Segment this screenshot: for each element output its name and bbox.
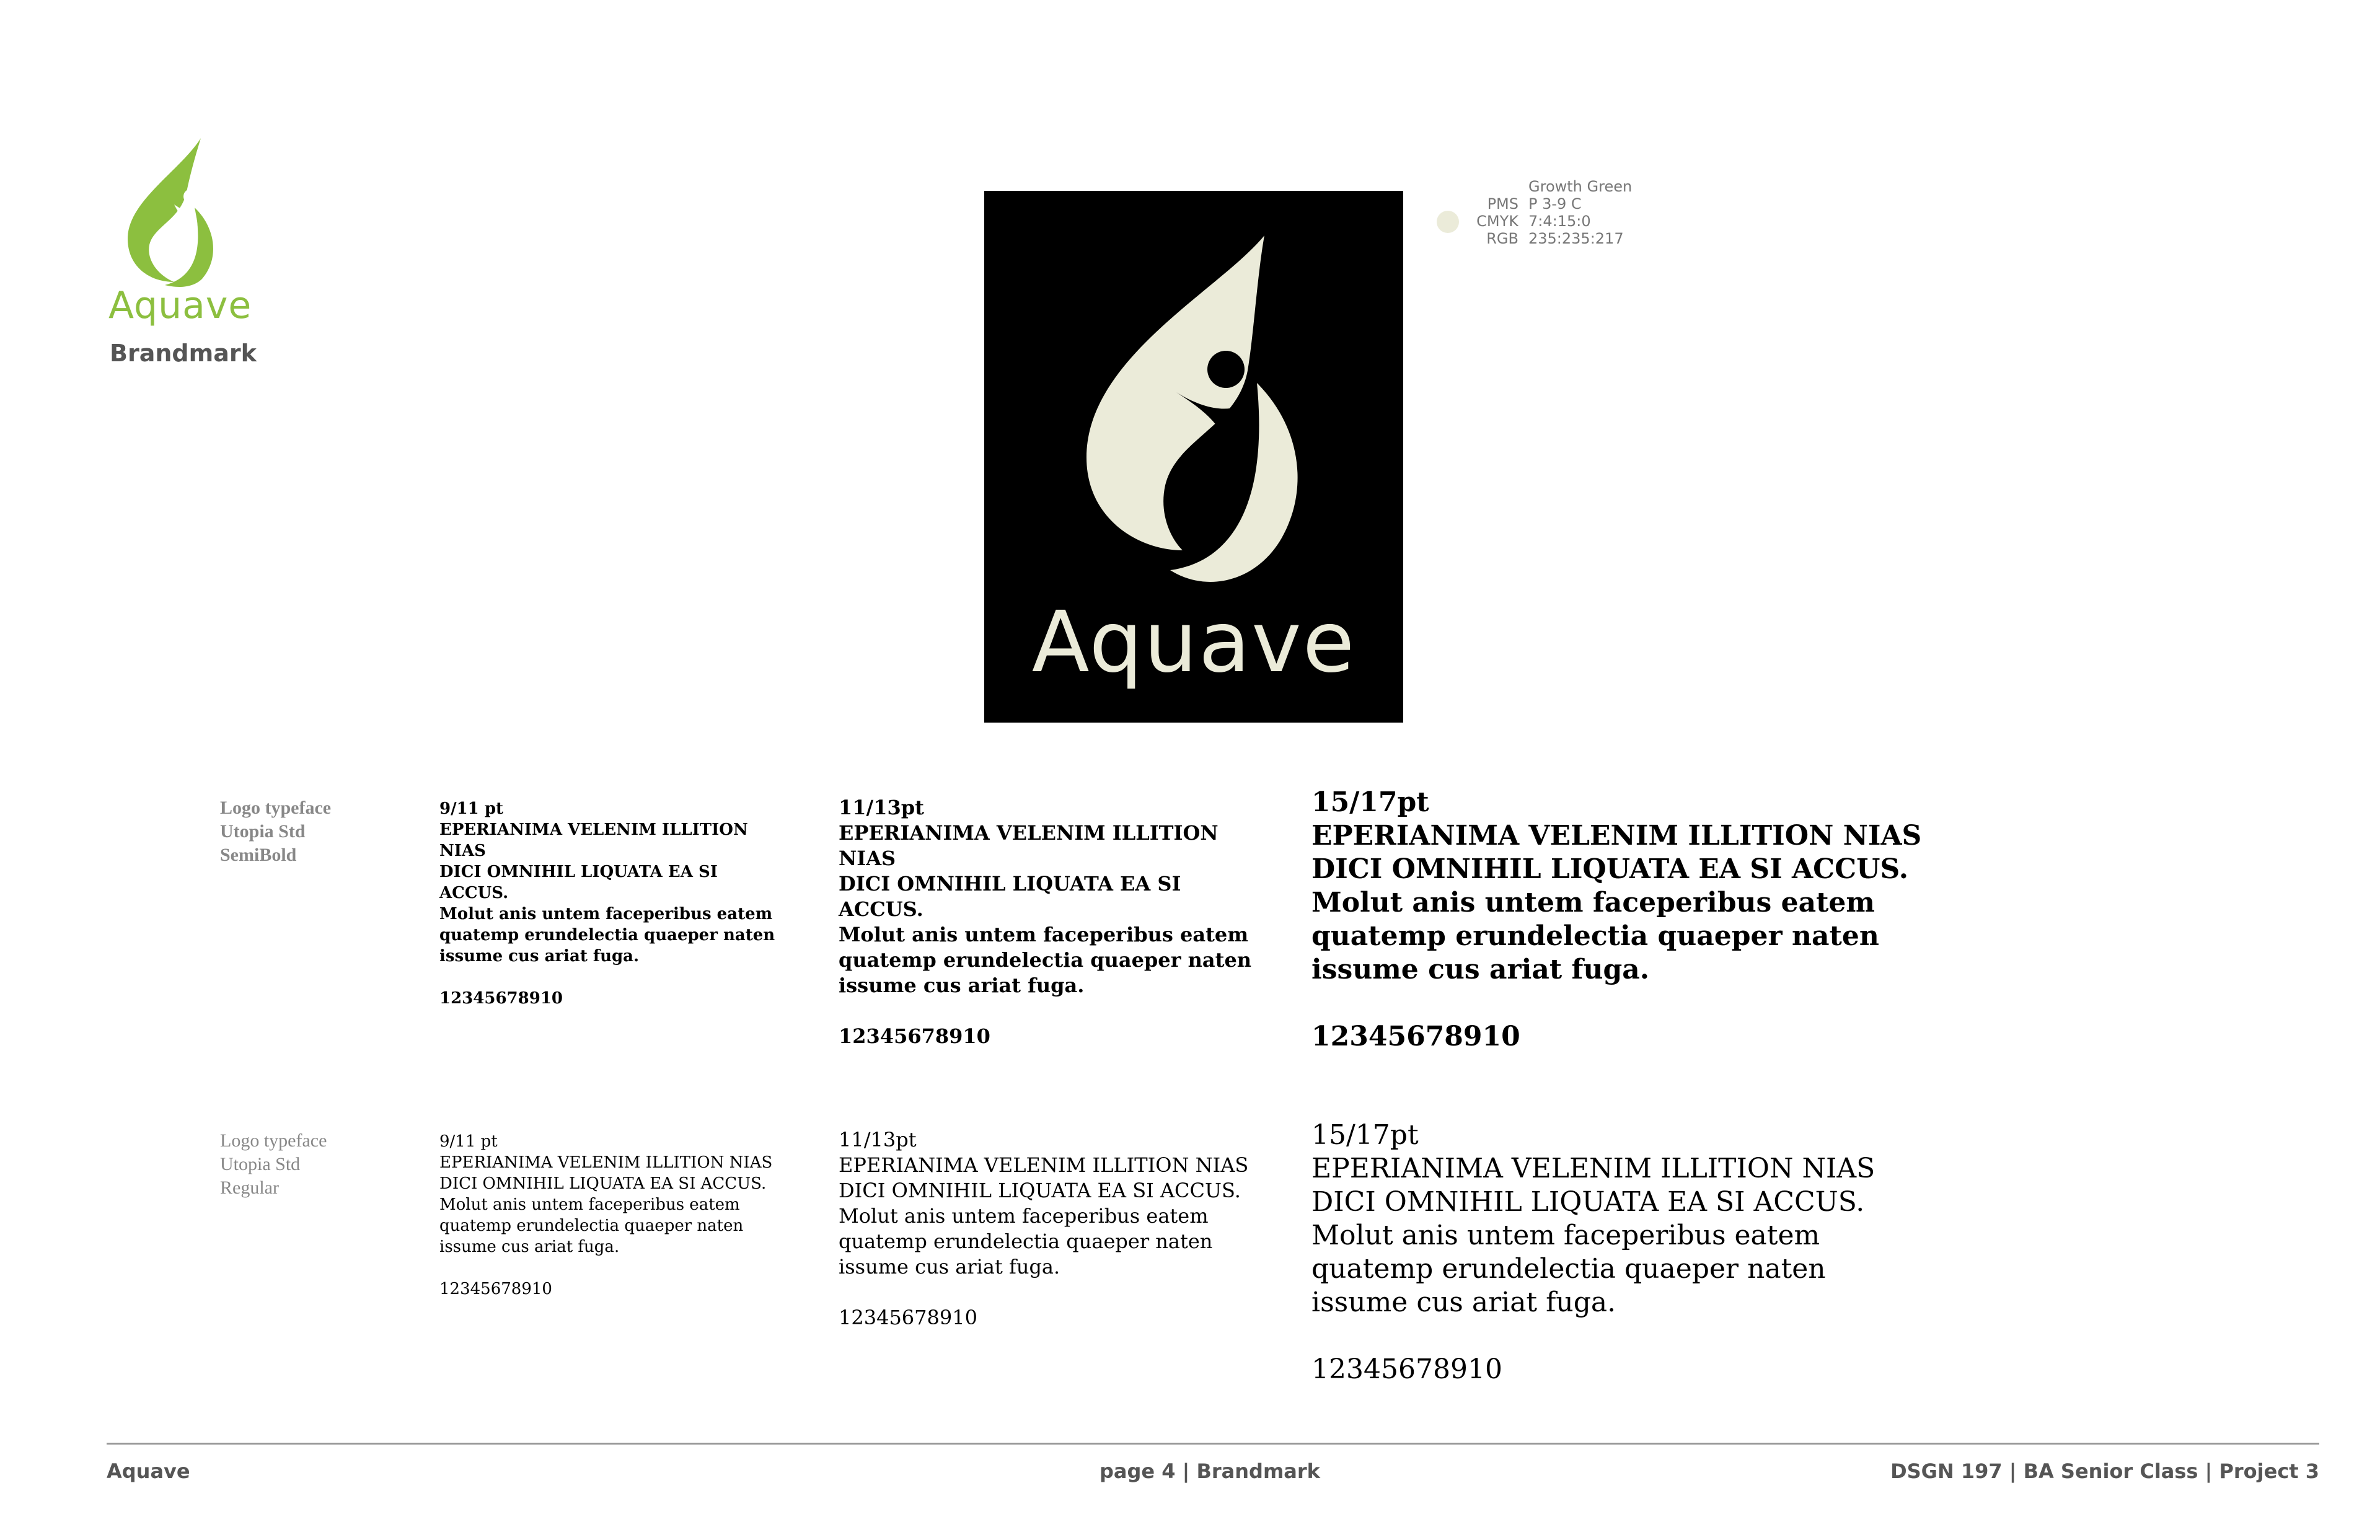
color-value: P 3-9 C — [1528, 195, 1582, 213]
specimen-regular-15pt — [1311, 1119, 1931, 1386]
color-values — [1528, 195, 1624, 247]
typeface-label-regular — [220, 1129, 327, 1200]
specimen-numerals: 12345678910 — [1311, 1353, 1502, 1385]
footer-divider — [107, 1443, 2319, 1445]
specimen-line: Molut anis untem faceperibus eatem — [839, 923, 1249, 946]
typeface-label-line: Utopia Std — [220, 821, 306, 842]
specimen-line: issume cus ariat fuga. — [439, 947, 640, 966]
specimen-line: EPERIANIMA VELENIM ILLITION NIAS — [1311, 820, 1922, 851]
typeface-label-line: Utopia Std — [220, 1154, 301, 1174]
specimen-semibold-15pt — [1311, 786, 1931, 1054]
color-keys — [1450, 195, 1518, 247]
footer-page-number: page 4 | Brandmark — [1100, 1459, 1320, 1483]
specimen-line: issume cus ariat fuga. — [839, 974, 1085, 997]
specimen-semibold-11pt — [839, 795, 1272, 1049]
specimen-line: EPERIANIMA VELENIM ILLITION NIAS — [839, 821, 1219, 870]
color-key: PMS — [1487, 195, 1518, 213]
specimen-line: Molut anis untem faceperibus eatem — [439, 1195, 740, 1214]
specimen-size: 15/17pt — [1311, 1119, 1419, 1151]
color-name: Growth Green — [1528, 178, 1633, 195]
specimen-numerals: 12345678910 — [839, 1306, 977, 1329]
specimen-line: quatemp erundelectia quaeper naten — [839, 948, 1252, 972]
brand-name: Aquave — [108, 284, 252, 327]
specimen-line: issume cus ariat fuga. — [839, 1255, 1060, 1278]
typeface-label-line: Regular — [220, 1177, 279, 1198]
specimen-line: Molut anis untem faceperibus eatem — [439, 905, 773, 923]
specimen-numerals: 12345678910 — [439, 1280, 552, 1298]
specimen-line: quatemp erundelectia quaeper naten — [439, 926, 775, 944]
specimen-line: issume cus ariat fuga. — [1311, 954, 1650, 985]
specimen-size: 9/11 pt — [439, 1132, 498, 1151]
typeface-label-line: Logo typeface — [220, 798, 332, 818]
specimen-line: issume cus ariat fuga. — [439, 1238, 620, 1256]
logo-wordmark: Aquave — [1031, 594, 1356, 692]
specimen-line: DICI OMNIHIL LIQUATA EA SI ACCUS. — [439, 1174, 767, 1193]
specimen-numerals: 12345678910 — [1311, 1021, 1520, 1052]
brand-logo-icon — [121, 133, 227, 288]
specimen-line: DICI OMNIHIL LIQUATA EA SI ACCUS. — [839, 1179, 1241, 1202]
specimen-line: quatemp erundelectia quaeper naten — [839, 1230, 1213, 1253]
typeface-label-semibold — [220, 796, 331, 867]
specimen-line: Molut anis untem faceperibus eatem — [1311, 887, 1875, 918]
specimen-line: DICI OMNIHIL LIQUATA EA SI ACCUS. — [439, 863, 718, 902]
specimen-semibold-9pt — [439, 798, 787, 1009]
specimen-line: DICI OMNIHIL LIQUATA EA SI ACCUS. — [1311, 853, 1909, 885]
color-key: CMYK — [1476, 213, 1518, 230]
specimen-size: 11/13pt — [839, 796, 924, 819]
specimen-line: quatemp erundelectia quaeper naten — [1311, 1253, 1826, 1285]
specimen-line: DICI OMNIHIL LIQUATA EA SI ACCUS. — [839, 872, 1181, 921]
specimen-size: 9/11 pt — [439, 799, 504, 818]
specimen-line: EPERIANIMA VELENIM ILLITION NIAS — [839, 1153, 1249, 1177]
color-value: 235:235:217 — [1528, 230, 1624, 247]
specimen-line: EPERIANIMA VELENIM ILLITION NIAS — [1311, 1153, 1875, 1184]
color-key: RGB — [1486, 230, 1518, 247]
specimen-line: EPERIANIMA VELENIM ILLITION NIAS — [439, 1153, 773, 1172]
specimen-numerals: 12345678910 — [839, 1024, 990, 1048]
specimen-regular-11pt — [839, 1127, 1272, 1331]
specimen-regular-9pt — [439, 1131, 787, 1300]
main-logo-panel — [984, 191, 1403, 723]
specimen-line: quatemp erundelectia quaeper naten — [1311, 920, 1879, 952]
specimen-line: EPERIANIMA VELENIM ILLITION NIAS — [439, 821, 748, 860]
footer-course-info: DSGN 197 | BA Senior Class | Project 3 — [1890, 1459, 2319, 1483]
typeface-label-line: SemiBold — [220, 845, 297, 865]
specimen-line: issume cus ariat fuga. — [1311, 1287, 1616, 1318]
specimen-numerals: 12345678910 — [439, 989, 563, 1008]
specimen-line: quatemp erundelectia quaeper naten — [439, 1217, 744, 1235]
footer-brand: Aquave — [107, 1459, 190, 1483]
specimen-line: Molut anis untem faceperibus eatem — [1311, 1220, 1820, 1251]
specimen-size: 11/13pt — [839, 1128, 917, 1151]
specimen-line: Molut anis untem faceperibus eatem — [839, 1204, 1209, 1228]
specimen-line: DICI OMNIHIL LIQUATA EA SI ACCUS. — [1311, 1186, 1865, 1218]
typeface-label-line: Logo typeface — [220, 1130, 327, 1151]
section-title: Brandmark — [110, 340, 257, 367]
color-value: 7:4:15:0 — [1528, 213, 1591, 230]
specimen-size: 15/17pt — [1311, 786, 1429, 818]
